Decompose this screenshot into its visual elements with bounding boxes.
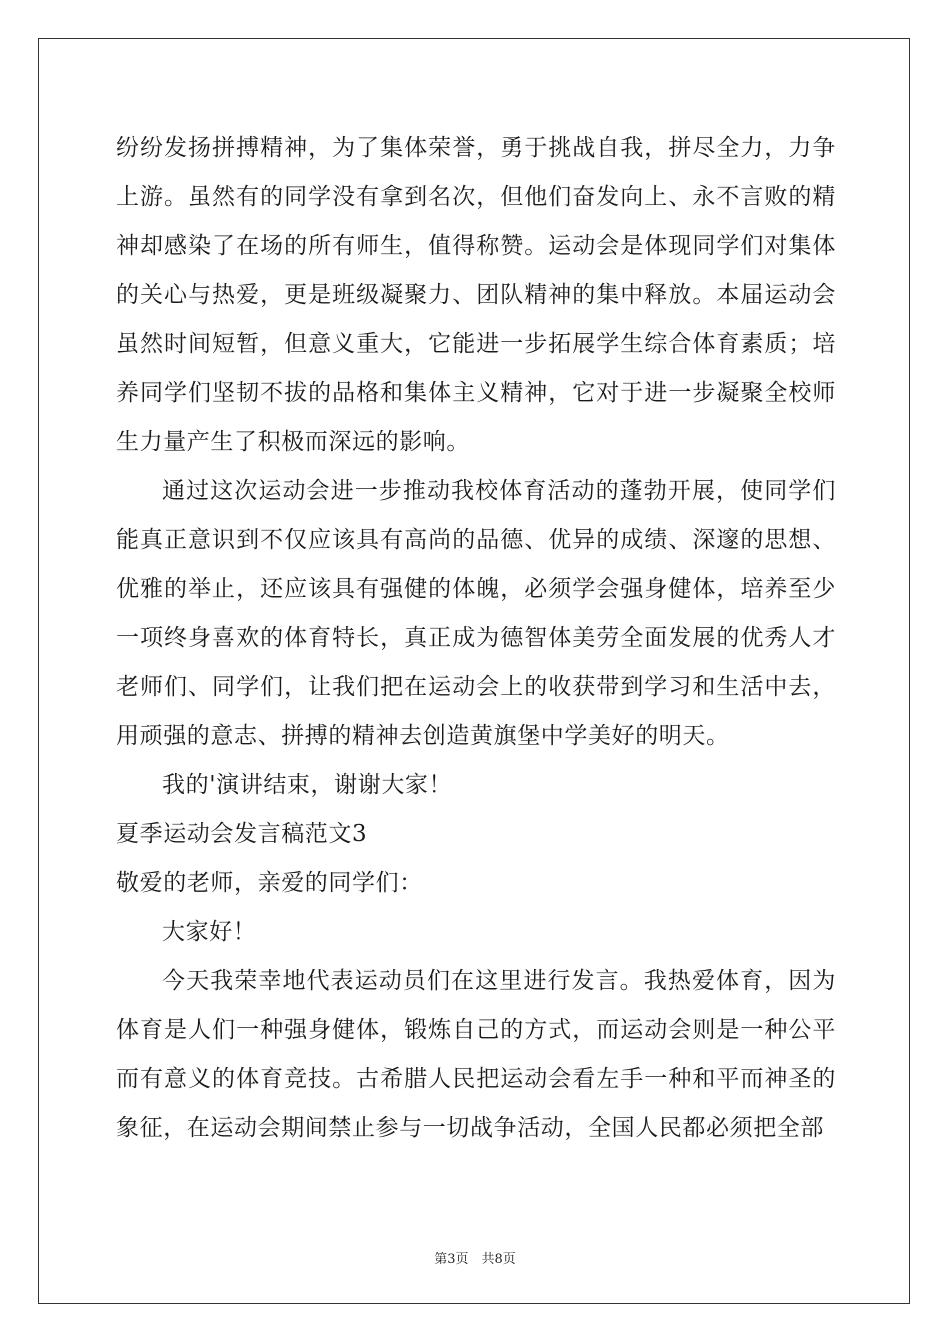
document-body [116, 124, 836, 1153]
paragraph-1: 纷纷发扬拼搏精神，为了集体荣誉，勇于挑战自我，拼尽全力，力争上游。虽然有的同学没有拿到名次，但他们奋发向上、永不言败的精神却感染了在场的所有师生，值得称赞。运动会是体现同学们对集体的关心与热爱，更是班级凝聚力、团队精神的集中释放。本届运动会虽然时间短暂，但意义重大，它能进一步拓展学生综合体育素质；培养同学们坚韧不拔的品格和集体主义精神，它对于进一步凝聚全校师生力量产生了积极而深远的影响。 [116, 135, 836, 455]
page-number-footer: 第3页 共8页 [434, 1252, 516, 1267]
paragraph-closing: 我的'演讲结束，谢谢大家！ [162, 772, 453, 798]
paragraph-2: 通过这次运动会进一步推动我校体育活动的蓬勃开展，使同学们能真正意识到不仅应该具有高尚的品德、优异的成绩、深邃的思想、优雅的举止，还应该具有强健的体魄，必须学会强身健体，培养至少一项终身喜欢的体育特长，真正成为德智体美劳全面发展的优秀人才老师们、同学们，让我们把在运动会上的收获带到学习和生活中去，用顽强的意志、拼搏的精神去创造黄旗堡中学美好的明天。 [116, 478, 836, 749]
section-title: 夏季运动会发言稿范文3 [116, 821, 368, 847]
salutation: 敬爱的老师，亲爱的同学们： [116, 870, 423, 896]
greeting: 大家好！ [162, 919, 257, 945]
paragraph-speech: 今天我荣幸地代表运动员们在这里进行发言。我热爱体育，因为体育是人们一种强身健体，锻炼自己的方式，而运动会则是一种公平而有意义的体育竞技。古希腊人民把运动会看左手一种和平而神圣的象征，在运动会期间禁止参与一切战争活动，全国人民都必须把全部 [116, 968, 836, 1141]
